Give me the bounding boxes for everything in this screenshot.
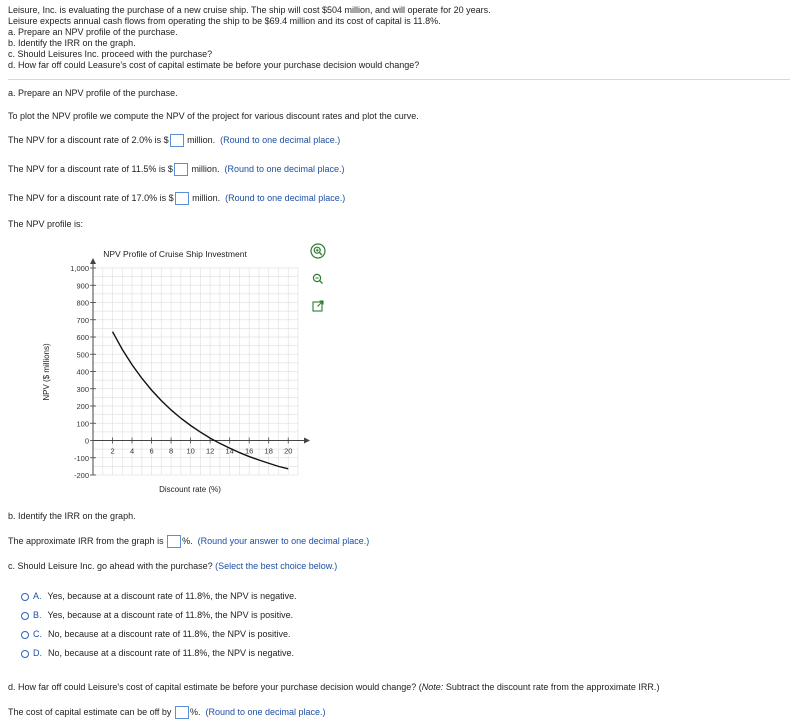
x-tick-label: 20 xyxy=(284,446,293,456)
y-tick-label: 400 xyxy=(76,367,89,377)
npv-profile-chart xyxy=(0,240,330,500)
intro-question-d: d. How far off could Leasure's cost of capital estimate be before your purchase decision would change? xyxy=(8,60,420,70)
intro-question-a: a. Prepare an NPV profile of the purchase. xyxy=(8,27,178,37)
option-b-radio[interactable] xyxy=(21,612,29,620)
npv-row-2pct: The NPV for a discount rate of 2.0% is $ million. (Round to one decimal place.) xyxy=(8,134,340,147)
option-c-radio[interactable] xyxy=(21,631,29,639)
cost-of-capital-input[interactable] xyxy=(175,706,189,719)
option-c[interactable]: C. No, because at a discount rate of 11.8%, the NPV is positive. xyxy=(21,629,290,639)
y-tick-label: -100 xyxy=(73,453,89,463)
option-a-radio[interactable] xyxy=(21,593,29,601)
npv-2pct-input[interactable] xyxy=(170,134,184,147)
x-tick-label: 12 xyxy=(205,446,215,456)
chart-title: NPV Profile of Cruise Ship Investment xyxy=(103,249,247,259)
part-c-heading: c. Should Leisure Inc. go ahead with the purchase? (Select the best choice below.) xyxy=(8,561,338,571)
y-tick-label: 800 xyxy=(76,298,89,308)
part-a-heading: a. Prepare an NPV profile of the purchase. xyxy=(8,88,178,98)
y-axis-label: NPV ($ millions) xyxy=(42,343,51,401)
npv-row-11-5pct: The NPV for a discount rate of 11.5% is $ million. (Round to one decimal place.) xyxy=(8,163,345,176)
x-tick-label: 4 xyxy=(129,446,135,456)
x-tick-label: 2 xyxy=(110,446,115,456)
irr-input[interactable] xyxy=(167,535,181,548)
zoom-in-icon[interactable] xyxy=(310,243,326,259)
x-tick-label: 16 xyxy=(245,446,254,456)
part-b-heading: b. Identify the IRR on the graph. xyxy=(8,511,136,521)
y-tick-label: 200 xyxy=(76,402,89,411)
expand-icon[interactable] xyxy=(310,298,326,314)
y-tick-label: 500 xyxy=(76,350,89,360)
npv-11-5pct-input[interactable] xyxy=(174,163,188,176)
intro-question-b: b. Identify the IRR on the graph. xyxy=(8,38,136,48)
irr-row: The approximate IRR from the graph is %. (Round your answer to one decimal place.) xyxy=(8,535,369,548)
y-tick-label: -200 xyxy=(73,471,89,480)
y-tick-label: 1,000 xyxy=(70,264,89,273)
y-tick-label: 900 xyxy=(76,281,89,291)
option-a[interactable]: A. Yes, because at a discount rate of 11.8%, the NPV is negative. xyxy=(21,591,297,601)
y-tick-label: 0 xyxy=(84,436,89,446)
y-tick-label: 700 xyxy=(76,315,89,325)
intro-question-c: c. Should Leisures Inc. proceed with the purchase? xyxy=(8,49,213,59)
x-tick-label: 6 xyxy=(149,446,154,456)
option-b[interactable]: B. Yes, because at a discount rate of 11.8%, the NPV is positive. xyxy=(21,610,293,620)
y-tick-label: 100 xyxy=(76,419,89,429)
x-tick-label: 14 xyxy=(225,446,234,456)
x-axis-label: Discount rate (%) xyxy=(159,485,221,494)
intro-line-1: Leisure, Inc. is evaluating the purchase of a new cruise ship. The ship will cost $504 million, and will operate for 20 years. xyxy=(8,5,491,15)
y-axis-arrow xyxy=(90,258,96,264)
x-tick-label: 18 xyxy=(264,446,273,456)
option-d-radio[interactable] xyxy=(21,650,29,658)
y-tick-label: 300 xyxy=(76,384,89,394)
x-tick-label: 8 xyxy=(169,446,174,456)
npv-profile-label: The NPV profile is: xyxy=(8,219,84,229)
npv-row-17pct: The NPV for a discount rate of 17.0% is $ million. (Round to one decimal place.) xyxy=(8,192,345,205)
x-axis-arrow xyxy=(304,438,310,444)
zoom-out-icon[interactable] xyxy=(310,271,326,287)
divider xyxy=(8,79,790,80)
part-a-instruction: To plot the NPV profile we compute the NPV of the project for various discount rates and plot the curve. xyxy=(8,111,419,121)
cost-of-capital-row: The cost of capital estimate can be off by %. (Round to one decimal place.) xyxy=(8,706,326,719)
option-d[interactable]: D. No, because at a discount rate of 11.8%, the NPV is negative. xyxy=(21,648,294,658)
x-tick-label: 10 xyxy=(186,446,195,456)
intro-line-2: Leisure expects annual cash flows from operating the ship to be $69.4 million and its cost of capital is 11.8%. xyxy=(8,16,441,26)
part-d-heading: d. How far off could Leisure's cost of capital estimate be before your purchase decision would change? (Note: Subtract the discount rate from the approximate IRR.) xyxy=(8,682,660,692)
y-tick-label: 600 xyxy=(76,333,89,342)
npv-17pct-input[interactable] xyxy=(175,192,189,205)
